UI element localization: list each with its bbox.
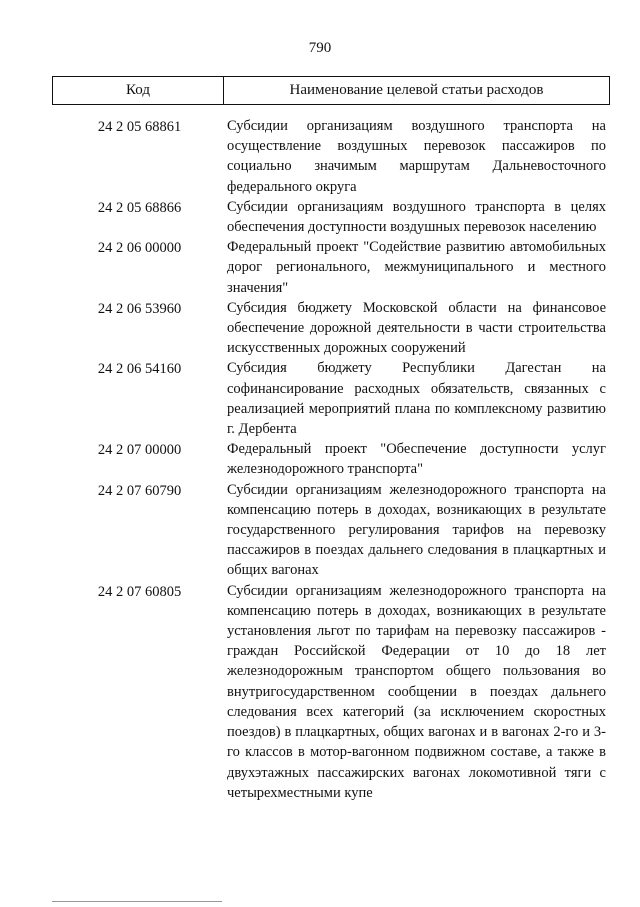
footer-divider <box>52 901 222 902</box>
row-code: 24 2 05 68861 <box>97 119 182 135</box>
table-row <box>52 197 608 237</box>
row-code: 24 2 06 00000 <box>97 240 182 257</box>
table-row <box>52 358 608 439</box>
table-row <box>52 298 608 359</box>
row-description: Федеральный проект "Обеспечение доступности услуг железнодорожного транспорта" <box>227 441 606 478</box>
page-number: 790 <box>308 40 332 56</box>
row-description: Субсидии организациям железнодорожного транспорта на компенсацию потерь в доходах, возникающих в результате государственного регулирования тарифов на перевозку пассажиров в поездах дальнего следования в плацкартных и общих вагонах <box>227 481 606 579</box>
row-code: 24 2 07 00000 <box>97 442 182 459</box>
row-description: Субсидии организациям воздушного транспорта в целях обеспечения доступности воздушных перевозок населению <box>227 198 606 236</box>
row-code: 24 2 05 68866 <box>97 199 182 216</box>
row-description: Субсидия бюджету Республики Дагестан на софинансирование расходных обязательств, связанных с реализацией мероприятий плана по комплексному развитию г. Дербента <box>227 360 606 438</box>
row-code: 24 2 07 60805 <box>97 583 182 600</box>
table-row <box>52 237 608 298</box>
row-description: Федеральный проект "Содействие развитию автомобильных дорог регионального, межмуниципального и местного значения" <box>227 239 606 296</box>
row-description: Субсидии организациям железнодорожного транспорта на компенсацию потерь в доходах, возникающих в результате установления льгот по тарифам на перевозку пассажиров - граждан Российской Федерации от 10 до 18 лет железнодорожным транспортом общего пользования во внутригосударственном сообщении в поездах дальнего следования всех категорий (за исключением скоростных поездов) в плацкартных, общих вагонах и в вагонах 2-го и 3-го классов в мотор-вагонном подвижном составе, а также в двухэтажных пассажирских вагонах локомотивной тяги с четырехместными купе <box>227 582 606 801</box>
table-body <box>52 116 608 803</box>
row-description: Субсидия бюджету Московской области на финансовое обеспечение дорожной деятельности в части строительства искусственных дорожных сооружений <box>227 299 606 357</box>
table-row <box>52 116 608 197</box>
table-row <box>52 480 608 581</box>
row-code: 24 2 06 54160 <box>97 361 182 378</box>
header-code-label: Код <box>53 77 224 104</box>
table-row <box>52 581 608 803</box>
row-code: 24 2 06 53960 <box>97 300 182 317</box>
row-code: 24 2 07 60790 <box>97 482 182 499</box>
table-header <box>52 76 610 105</box>
header-name-label: Наименование целевой статьи расходов <box>289 82 544 98</box>
table-row <box>52 439 608 479</box>
row-description: Субсидии организациям воздушного транспорта на осуществление воздушных перевозок пассажиров по социально значимым маршрутам Дальневосточного федерального округа <box>227 118 606 195</box>
